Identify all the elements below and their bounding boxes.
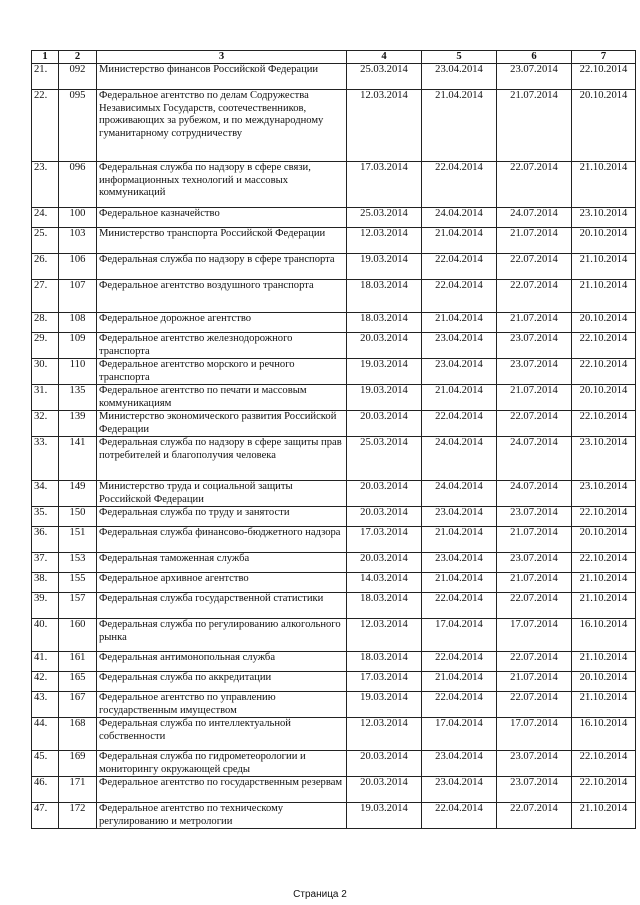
row-name: Министерство финансов Российской Федерации — [97, 64, 347, 90]
row-date-col5: 22.04.2014 — [422, 280, 497, 313]
column-header: 5 — [422, 51, 497, 64]
row-code: 135 — [59, 385, 97, 411]
row-name: Федеральная антимонопольная служба — [97, 652, 347, 672]
row-number: 38. — [32, 573, 59, 593]
table-row — [32, 359, 636, 385]
row-date-col6: 22.07.2014 — [497, 593, 572, 619]
row-name: Федеральное агентство по управлению государственным имуществом — [97, 692, 347, 718]
row-date-col7: 21.10.2014 — [572, 652, 636, 672]
row-date-col4: 12.03.2014 — [347, 90, 422, 162]
row-number: 23. — [32, 162, 59, 208]
row-date-col5: 23.04.2014 — [422, 359, 497, 385]
row-date-col6: 23.07.2014 — [497, 64, 572, 90]
row-code: 149 — [59, 481, 97, 507]
row-date-col7: 22.10.2014 — [572, 751, 636, 777]
row-date-col4: 19.03.2014 — [347, 385, 422, 411]
table-row — [32, 672, 636, 692]
table-row — [32, 411, 636, 437]
row-name: Федеральное агентство по техническому регулированию и метрологии — [97, 803, 347, 829]
row-date-col6: 23.07.2014 — [497, 553, 572, 573]
row-name: Федеральное агентство по делам Содружества Независимых Государств, соотечественников, проживающих за рубежом, и по международному гуманитарному сотрудничеству — [97, 90, 347, 162]
row-date-col6: 17.07.2014 — [497, 619, 572, 652]
row-date-col5: 23.04.2014 — [422, 777, 497, 803]
row-code: 103 — [59, 228, 97, 254]
row-date-col4: 14.03.2014 — [347, 573, 422, 593]
table-row — [32, 573, 636, 593]
table-row — [32, 593, 636, 619]
row-number: 37. — [32, 553, 59, 573]
row-name: Федеральная служба по интеллектуальной собственности — [97, 718, 347, 751]
row-date-col5: 23.04.2014 — [422, 64, 497, 90]
row-date-col5: 21.04.2014 — [422, 90, 497, 162]
row-date-col7: 21.10.2014 — [572, 280, 636, 313]
row-code: 096 — [59, 162, 97, 208]
row-date-col7: 22.10.2014 — [572, 411, 636, 437]
row-number: 43. — [32, 692, 59, 718]
row-number: 42. — [32, 672, 59, 692]
row-code: 150 — [59, 507, 97, 527]
table-row — [32, 777, 636, 803]
row-date-col6: 24.07.2014 — [497, 481, 572, 507]
column-header: 7 — [572, 51, 636, 64]
row-date-col5: 22.04.2014 — [422, 803, 497, 829]
row-date-col4: 20.03.2014 — [347, 553, 422, 573]
row-number: 36. — [32, 527, 59, 553]
row-date-col5: 17.04.2014 — [422, 718, 497, 751]
row-name: Федеральная служба по надзору в сфере транспорта — [97, 254, 347, 280]
table-row — [32, 553, 636, 573]
row-code: 100 — [59, 208, 97, 228]
row-date-col4: 18.03.2014 — [347, 593, 422, 619]
row-date-col4: 12.03.2014 — [347, 619, 422, 652]
row-name: Министерство труда и социальной защиты Российской Федерации — [97, 481, 347, 507]
row-date-col6: 21.07.2014 — [497, 527, 572, 553]
row-date-col7: 21.10.2014 — [572, 573, 636, 593]
row-date-col5: 17.04.2014 — [422, 619, 497, 652]
row-date-col6: 24.07.2014 — [497, 437, 572, 481]
row-date-col6: 23.07.2014 — [497, 507, 572, 527]
row-date-col4: 25.03.2014 — [347, 64, 422, 90]
row-date-col7: 20.10.2014 — [572, 228, 636, 254]
row-number: 30. — [32, 359, 59, 385]
row-code: 139 — [59, 411, 97, 437]
row-date-col6: 22.07.2014 — [497, 411, 572, 437]
row-date-col6: 24.07.2014 — [497, 208, 572, 228]
row-date-col5: 21.04.2014 — [422, 385, 497, 411]
row-date-col7: 20.10.2014 — [572, 313, 636, 333]
row-name: Федеральное дорожное агентство — [97, 313, 347, 333]
table-row — [32, 718, 636, 751]
row-date-col4: 17.03.2014 — [347, 527, 422, 553]
row-number: 44. — [32, 718, 59, 751]
table-row — [32, 481, 636, 507]
row-code: 157 — [59, 593, 97, 619]
row-name: Федеральная служба по регулированию алкогольного рынка — [97, 619, 347, 652]
row-date-col4: 20.03.2014 — [347, 751, 422, 777]
row-number: 22. — [32, 90, 59, 162]
row-number: 26. — [32, 254, 59, 280]
row-date-col7: 21.10.2014 — [572, 254, 636, 280]
row-date-col7: 16.10.2014 — [572, 619, 636, 652]
table-header-row — [32, 51, 636, 64]
row-date-col5: 21.04.2014 — [422, 527, 497, 553]
row-date-col4: 19.03.2014 — [347, 692, 422, 718]
row-date-col5: 22.04.2014 — [422, 593, 497, 619]
row-date-col7: 22.10.2014 — [572, 777, 636, 803]
row-name: Федеральное казначейство — [97, 208, 347, 228]
row-name: Федеральное агентство по государственным резервам — [97, 777, 347, 803]
row-name: Министерство экономического развития Российской Федерации — [97, 411, 347, 437]
row-date-col4: 20.03.2014 — [347, 777, 422, 803]
row-name: Федеральная служба по труду и занятости — [97, 507, 347, 527]
row-name: Федеральная таможенная служба — [97, 553, 347, 573]
row-date-col7: 20.10.2014 — [572, 672, 636, 692]
row-date-col4: 12.03.2014 — [347, 718, 422, 751]
page-number: Страница 2 — [293, 889, 347, 900]
row-date-col6: 22.07.2014 — [497, 803, 572, 829]
column-header: 6 — [497, 51, 572, 64]
table-row — [32, 228, 636, 254]
row-number: 29. — [32, 333, 59, 359]
row-date-col6: 17.07.2014 — [497, 718, 572, 751]
row-number: 35. — [32, 507, 59, 527]
row-date-col7: 21.10.2014 — [572, 692, 636, 718]
row-date-col4: 18.03.2014 — [347, 280, 422, 313]
row-date-col6: 21.07.2014 — [497, 228, 572, 254]
row-name: Федеральная служба по аккредитации — [97, 672, 347, 692]
row-date-col6: 21.07.2014 — [497, 90, 572, 162]
row-name: Федеральная служба финансово-бюджетного надзора — [97, 527, 347, 553]
row-number: 27. — [32, 280, 59, 313]
row-date-col5: 24.04.2014 — [422, 437, 497, 481]
row-date-col6: 23.07.2014 — [497, 751, 572, 777]
row-date-col5: 22.04.2014 — [422, 162, 497, 208]
row-date-col4: 20.03.2014 — [347, 507, 422, 527]
row-number: 28. — [32, 313, 59, 333]
row-date-col7: 22.10.2014 — [572, 359, 636, 385]
row-date-col7: 20.10.2014 — [572, 90, 636, 162]
row-date-col7: 22.10.2014 — [572, 553, 636, 573]
row-date-col4: 25.03.2014 — [347, 437, 422, 481]
row-date-col5: 22.04.2014 — [422, 254, 497, 280]
row-date-col4: 25.03.2014 — [347, 208, 422, 228]
column-header: 1 — [32, 51, 59, 64]
table-row — [32, 64, 636, 90]
table-row — [32, 652, 636, 672]
row-code: 161 — [59, 652, 97, 672]
row-name: Министерство транспорта Российской Федерации — [97, 228, 347, 254]
row-date-col4: 17.03.2014 — [347, 672, 422, 692]
row-code: 155 — [59, 573, 97, 593]
row-date-col5: 22.04.2014 — [422, 652, 497, 672]
row-date-col4: 19.03.2014 — [347, 803, 422, 829]
row-date-col6: 22.07.2014 — [497, 652, 572, 672]
schedule-table — [31, 50, 636, 829]
row-date-col6: 22.07.2014 — [497, 254, 572, 280]
row-date-col4: 20.03.2014 — [347, 481, 422, 507]
table-row — [32, 90, 636, 162]
row-code: 108 — [59, 313, 97, 333]
row-date-col4: 19.03.2014 — [347, 254, 422, 280]
row-date-col4: 17.03.2014 — [347, 162, 422, 208]
row-date-col5: 23.04.2014 — [422, 751, 497, 777]
row-date-col4: 19.03.2014 — [347, 359, 422, 385]
row-code: 095 — [59, 90, 97, 162]
row-number: 31. — [32, 385, 59, 411]
row-date-col6: 22.07.2014 — [497, 162, 572, 208]
row-name: Федеральная служба государственной статистики — [97, 593, 347, 619]
row-number: 40. — [32, 619, 59, 652]
row-date-col7: 22.10.2014 — [572, 507, 636, 527]
row-date-col7: 22.10.2014 — [572, 64, 636, 90]
row-date-col7: 16.10.2014 — [572, 718, 636, 751]
row-name: Федеральное агентство воздушного транспорта — [97, 280, 347, 313]
row-name: Федеральное агентство железнодорожного транспорта — [97, 333, 347, 359]
row-date-col5: 23.04.2014 — [422, 507, 497, 527]
row-date-col4: 18.03.2014 — [347, 652, 422, 672]
row-number: 41. — [32, 652, 59, 672]
row-date-col4: 12.03.2014 — [347, 228, 422, 254]
row-date-col5: 22.04.2014 — [422, 692, 497, 718]
row-date-col6: 23.07.2014 — [497, 359, 572, 385]
row-code: 092 — [59, 64, 97, 90]
row-number: 21. — [32, 64, 59, 90]
row-code: 107 — [59, 280, 97, 313]
table-row — [32, 333, 636, 359]
column-header: 3 — [97, 51, 347, 64]
row-date-col6: 21.07.2014 — [497, 573, 572, 593]
row-number: 34. — [32, 481, 59, 507]
row-date-col4: 18.03.2014 — [347, 313, 422, 333]
row-code: 160 — [59, 619, 97, 652]
row-name: Федеральное агентство морского и речного транспорта — [97, 359, 347, 385]
table-row — [32, 437, 636, 481]
row-code: 109 — [59, 333, 97, 359]
row-code: 167 — [59, 692, 97, 718]
row-code: 151 — [59, 527, 97, 553]
row-date-col7: 23.10.2014 — [572, 481, 636, 507]
row-date-col5: 21.04.2014 — [422, 672, 497, 692]
row-code: 153 — [59, 553, 97, 573]
row-name: Федеральная служба по надзору в сфере связи, информационных технологий и массовых коммуникаций — [97, 162, 347, 208]
row-code: 106 — [59, 254, 97, 280]
row-number: 39. — [32, 593, 59, 619]
table-row — [32, 619, 636, 652]
row-date-col7: 23.10.2014 — [572, 437, 636, 481]
row-number: 45. — [32, 751, 59, 777]
row-date-col7: 20.10.2014 — [572, 527, 636, 553]
row-date-col7: 22.10.2014 — [572, 333, 636, 359]
row-number: 32. — [32, 411, 59, 437]
table-row — [32, 313, 636, 333]
row-date-col5: 24.04.2014 — [422, 481, 497, 507]
row-name: Федеральная служба по гидрометеорологии и мониторингу окружающей среды — [97, 751, 347, 777]
row-code: 141 — [59, 437, 97, 481]
row-date-col5: 23.04.2014 — [422, 553, 497, 573]
row-number: 24. — [32, 208, 59, 228]
row-date-col6: 23.07.2014 — [497, 333, 572, 359]
column-header: 2 — [59, 51, 97, 64]
row-date-col7: 21.10.2014 — [572, 803, 636, 829]
row-date-col5: 22.04.2014 — [422, 411, 497, 437]
row-name: Федеральная служба по надзору в сфере защиты прав потребителей и благополучия человека — [97, 437, 347, 481]
row-date-col4: 20.03.2014 — [347, 333, 422, 359]
row-number: 46. — [32, 777, 59, 803]
row-number: 25. — [32, 228, 59, 254]
row-name: Федеральное архивное агентство — [97, 573, 347, 593]
row-date-col6: 22.07.2014 — [497, 692, 572, 718]
row-date-col5: 21.04.2014 — [422, 228, 497, 254]
row-date-col5: 24.04.2014 — [422, 208, 497, 228]
row-code: 171 — [59, 777, 97, 803]
row-code: 168 — [59, 718, 97, 751]
table-row — [32, 385, 636, 411]
table-row — [32, 803, 636, 829]
table-row — [32, 692, 636, 718]
row-date-col5: 21.04.2014 — [422, 573, 497, 593]
row-date-col7: 21.10.2014 — [572, 162, 636, 208]
row-date-col6: 22.07.2014 — [497, 280, 572, 313]
row-date-col4: 20.03.2014 — [347, 411, 422, 437]
row-code: 165 — [59, 672, 97, 692]
row-number: 33. — [32, 437, 59, 481]
row-code: 110 — [59, 359, 97, 385]
table-row — [32, 751, 636, 777]
row-date-col6: 21.07.2014 — [497, 672, 572, 692]
table-row — [32, 527, 636, 553]
row-date-col5: 23.04.2014 — [422, 333, 497, 359]
table-row — [32, 208, 636, 228]
table-row — [32, 162, 636, 208]
row-name: Федеральное агентство по печати и массовым коммуникациям — [97, 385, 347, 411]
row-date-col7: 23.10.2014 — [572, 208, 636, 228]
table-row — [32, 280, 636, 313]
row-date-col7: 20.10.2014 — [572, 385, 636, 411]
table-row — [32, 254, 636, 280]
column-header: 4 — [347, 51, 422, 64]
row-date-col7: 21.10.2014 — [572, 593, 636, 619]
row-number: 47. — [32, 803, 59, 829]
row-date-col6: 21.07.2014 — [497, 385, 572, 411]
row-code: 172 — [59, 803, 97, 829]
row-date-col6: 23.07.2014 — [497, 777, 572, 803]
table-row — [32, 507, 636, 527]
row-date-col5: 21.04.2014 — [422, 313, 497, 333]
row-code: 169 — [59, 751, 97, 777]
row-date-col6: 21.07.2014 — [497, 313, 572, 333]
